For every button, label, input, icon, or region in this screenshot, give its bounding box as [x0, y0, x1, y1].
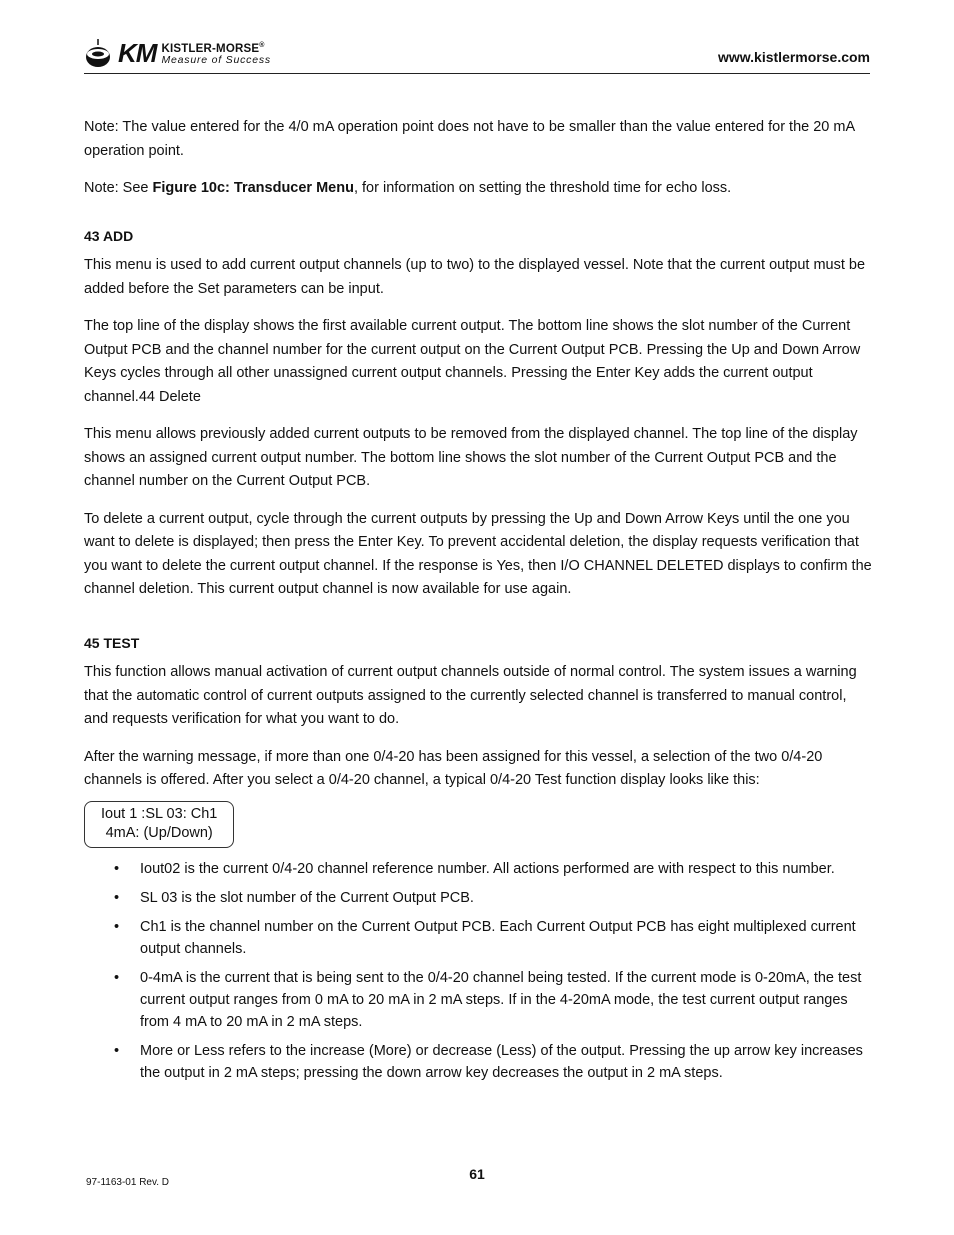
list-item — [84, 1040, 874, 1084]
note-threshold-suffix: , for information on setting the threshold time for echo loss. — [353, 180, 732, 196]
lcd-line-2: 4mA: (Up/Down) — [105, 824, 213, 841]
section-45-paragraph-2: After the warning message, if more than one 0/4-20 has been assigned for this vessel, a selection of the two 0/4-20 channels is offered. After you select a 0/4-20 channel, a typical 0/4-20 Test function display looks like this: — [84, 748, 823, 788]
document-revision: 97-1163-01 Rev. D — [86, 1177, 170, 1188]
page-body — [84, 116, 874, 1091]
bullet-icon: • — [114, 918, 120, 935]
section-44-paragraph-2: To delete a current output, cycle through the current outputs by pressing the Up and Down Arrow Keys until the one you want to delete is displayed; then press the Enter Key. To prevent accidental deletion, the display requests verification that you want to delete the current output channel. If the response is Yes, then I/O CHANNEL DELETED displays to confirm the channel deletion. This current output channel is now available for use again. — [84, 510, 872, 597]
lcd-line-1: Iout 1 :SL 03: Ch1 — [101, 805, 218, 822]
section-45-paragraph-1: This function allows manual activation of current output channels outside of normal control. The system issues a warning that the automatic control of current outputs assigned to the currently selected channel is transferred to manual control, and requests verification for what you want to do. — [84, 664, 857, 727]
logo-initials: KM — [118, 37, 157, 68]
logo-tagline: Measure of Success — [161, 54, 271, 67]
logo-text — [161, 40, 271, 67]
section-43-paragraph-2: The top line of the display shows the first available current output. The bottom line shows the slot number of the Current Output PCB and the channel number for the current output on the Current Output PCB. Pressing the Up and Down Arrow Keys cycles through all other unassigned current output channels. Pressing the Enter Key adds the current output channel.44 Delete — [84, 318, 861, 405]
bullet-icon: • — [114, 889, 120, 906]
list-item — [84, 887, 874, 909]
list-item — [84, 916, 874, 960]
list-item-text: More or Less refers to the increase (More) or decrease (Less) of the output. Pressing the up arrow key increases the output in 2 mA steps; pressing the down arrow key decreases the output in 2 mA steps. — [140, 1042, 863, 1081]
lcd-display-example — [84, 801, 234, 848]
test-display-explanation-list — [84, 858, 874, 1084]
note-threshold-prefix: Note: See — [84, 180, 153, 196]
kistler-morse-logo — [84, 37, 271, 69]
list-item — [84, 967, 874, 1033]
page-number: 61 — [469, 1166, 485, 1182]
section-heading-45-test: 45 TEST — [84, 634, 140, 651]
section-heading-43-add: 43 ADD — [84, 227, 134, 244]
list-item-text: Ch1 is the channel number on the Current Output PCB. Each Current Output PCB has eight multiplexed current output channels. — [140, 918, 856, 957]
list-item-text: Iout02 is the current 0/4-20 channel reference number. All actions performed are with respect to this number. — [140, 860, 835, 877]
website-url: www.kistlermorse.com — [718, 49, 870, 65]
list-item — [84, 858, 874, 880]
note-operation-point: Note: The value entered for the 4/0 mA operation point does not have to be smaller than the value entered for the 20 mA operation point. — [84, 119, 855, 159]
note-threshold — [84, 177, 874, 201]
bullet-icon: • — [114, 1042, 120, 1059]
bullet-icon: • — [114, 969, 120, 986]
logo-brand-text: KISTLER-MORSE — [161, 42, 260, 55]
figure-reference: Figure 10c: Transducer Menu — [152, 180, 354, 196]
logo-emblem-icon — [84, 39, 112, 67]
page-header — [84, 33, 870, 74]
list-item-text: 0-4mA is the current that is being sent to the 0/4-20 channel being tested. If the current mode is 0-20mA, the test current output ranges from 0 mA to 20 mA in 2 mA steps. If in the 4-20mA mode, the test current output ranges from 4 mA to 20 mA in 2 mA steps. — [140, 969, 862, 1030]
logo-brand-name — [161, 40, 271, 55]
list-item-text: SL 03 is the slot number of the Current Output PCB. — [140, 889, 474, 906]
section-44-paragraph-1: This menu allows previously added current outputs to be removed from the displayed channel. The top line of the display shows an assigned current output number. The bottom line shows the slot number of the Current Output PCB and the channel number on the Current Output PCB. — [84, 426, 858, 489]
bullet-icon: • — [114, 860, 120, 877]
section-43-paragraph-1: This menu is used to add current output channels (up to two) to the displayed vessel. Note that the current output must be added before the Set parameters can be input. — [84, 257, 866, 297]
registered-mark: ® — [259, 41, 265, 49]
